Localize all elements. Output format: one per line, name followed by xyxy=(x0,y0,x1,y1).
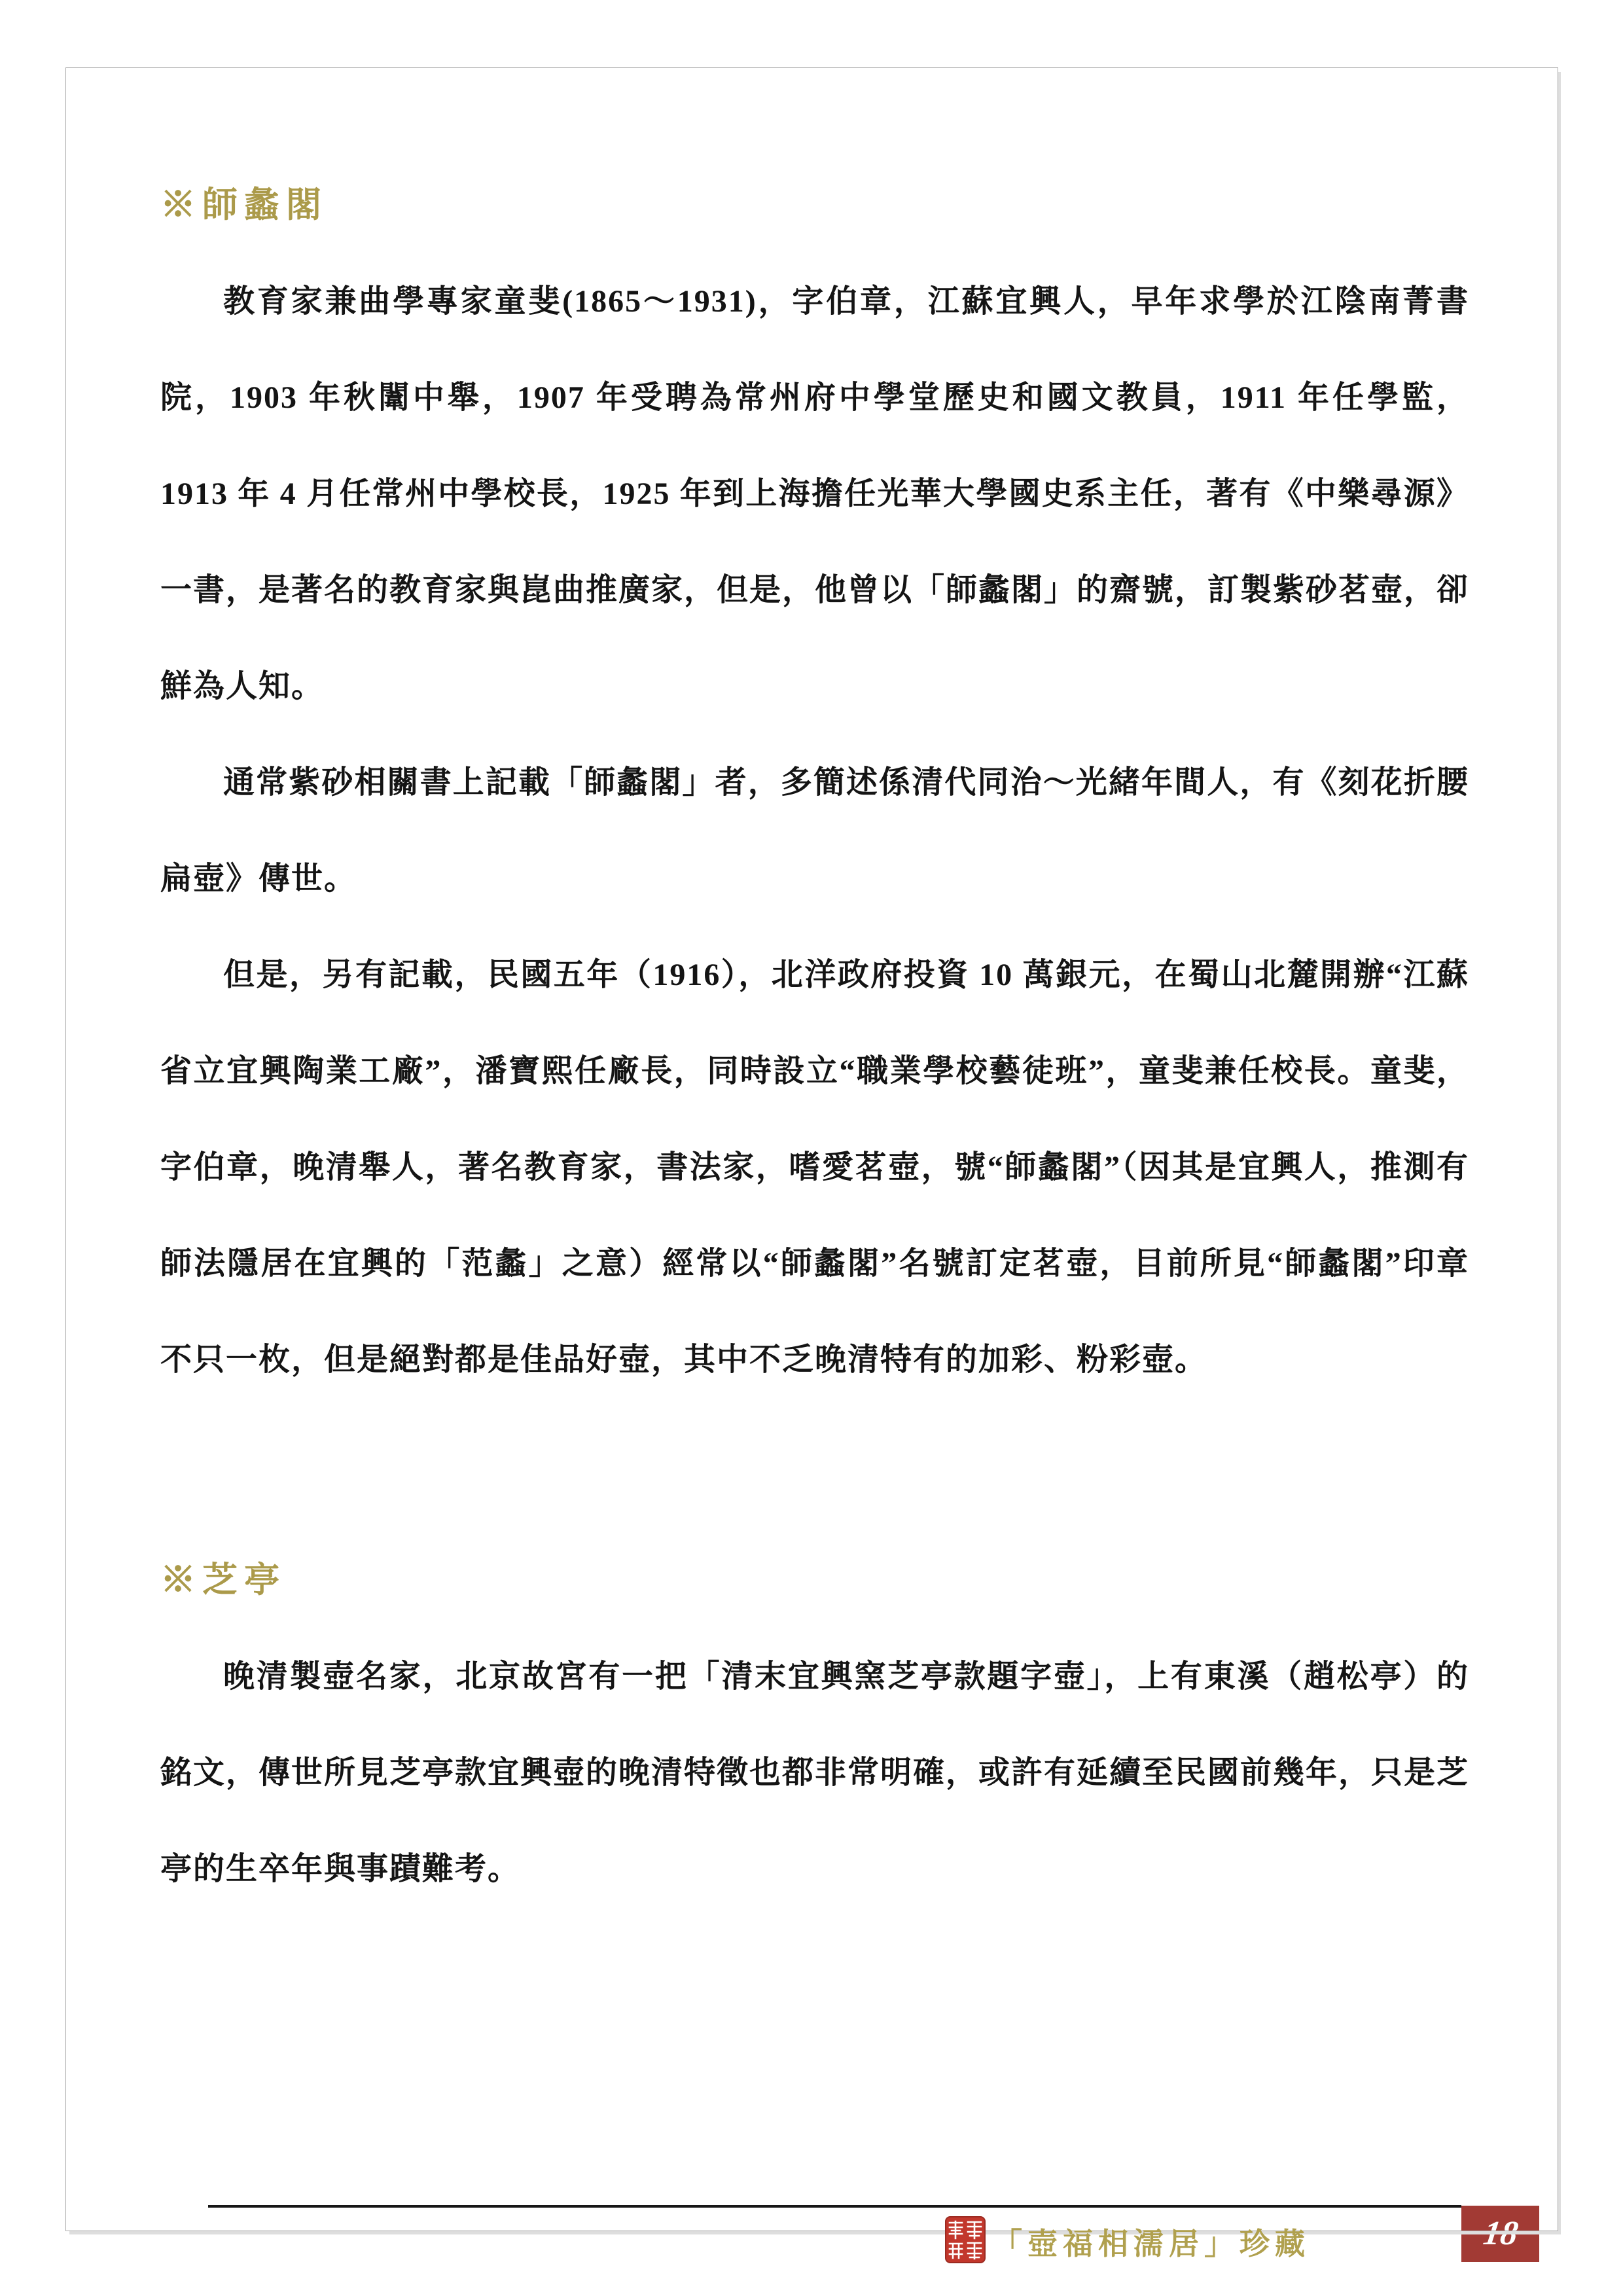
paragraph-tong-fei-bio: 教育家兼曲學專家童斐(1865～1931)，字伯章，江蘇宜興人，早年求學於江陰南菁書院，1903 年秋闈中舉，1907 年受聘為常州府中學堂歷史和國文教員，1911 年任學監，1913 年 4 月任常州中學校長，1925 年到上海擔任光華大學國史系主任，著有《中樂尋源》一書，是著名的教育家與崑曲推廣家，但是，他曾以「師蠡閣」的齋號，訂製紫砂茗壺，卻鮮為人知。 xyxy=(160,284,1470,704)
section-heading-shiligé: ※師蠡閣 xyxy=(160,185,328,224)
paragraph-zisha-records: 通常紫砂相關書上記載「師蠡閣」者，多簡述係清代同治～光緒年間人，有《刻花折腰扁壺》傳世。 xyxy=(160,765,1469,896)
collection-label: 「壺福相濡居」珍藏 xyxy=(992,2227,1310,2261)
page-content xyxy=(160,157,1469,1917)
page-number-badge xyxy=(1461,2206,1539,2262)
footer-rule xyxy=(208,2205,1461,2208)
paragraph-zhiting-bio: 晚清製壺名家，北京故宮有一把「清末宜興窯芝亭款題字壺」，上有東溪（趙松亭）的銘文，傳世所見芝亭款宜興壺的晚清特徵也都非常明確，或許有延續至民國前幾年，只是芝亭的生卒年與事蹟難考。 xyxy=(160,1659,1470,1886)
section-heading-zhiting: ※芝亭 xyxy=(160,1560,286,1600)
collection-seal-icon xyxy=(945,2216,986,2263)
paragraph-1916-factory: 但是，另有記載，民國五年（1916），北洋政府投資 10 萬銀元，在蜀山北麓開辦“江蘇省立宜興陶業工廠”，潘寶熙任廠長，同時設立“職業學校藝徒班”，童斐兼任校長。童斐，字伯章，晚清舉人，著名教育家，書法家，嗜愛茗壺，號“師蠡閣”（因其是宜興人，推測有師法隱居在宜興的「范蠡」之意）經常以“師蠡閣”名號訂定茗壺，目前所見“師蠡閣”印章不只一枚，但是絕對都是佳品好壺，其中不乏晚清特有的加彩、粉彩壺。 xyxy=(160,958,1469,1377)
page-number: 18 xyxy=(1480,2215,1520,2252)
